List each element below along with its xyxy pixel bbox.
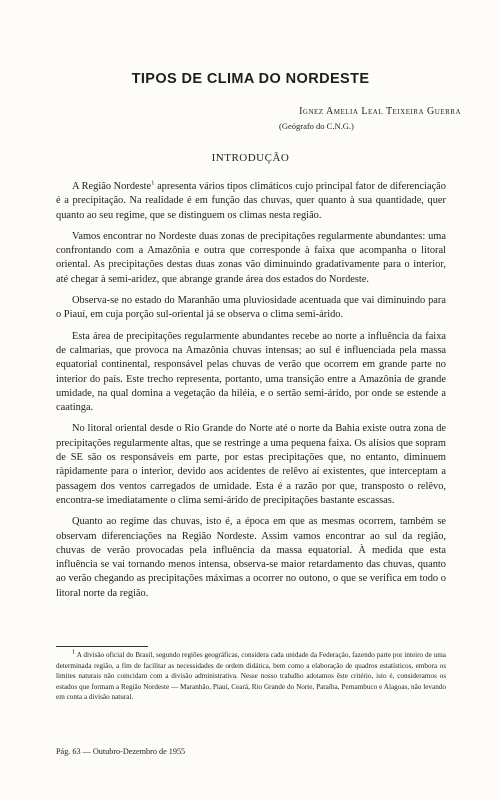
author-name: Ignez Amelia Leal Teixeira Guerra [299, 106, 461, 117]
page-folio: Pág. 63 — Outubro-Dezembro de 1955 [56, 747, 186, 756]
footnote-text: A divisão oficial do Brasil, segundo regiões geográficas, considera cada unidade da Federação, fazendo parte por inteiro de uma determinada região, a fim de facilitar as necessidades de ordem didática, bem como a elaboração de quadros estatísticos, embora os limites naturais não coincidam com a divisão administrativa. Nesse nosso trabalho adotamos êste critério, isto é, consideramos os estados que formam a Região Nordeste — Maranhão, Piauí, Ceará, Rio Grande do Norte, Paraíba, Pernambuco e Alagoas, não levando em conta a divisão natural. [56, 651, 446, 702]
article-body [56, 180, 446, 608]
paragraph-2: Vamos encontrar no Nordeste duas zonas de precipitações regularmente abundantes: uma confrontando com a Amazônia e outra que corresponde à faixa que acompanha o litoral oriental. As precipitações destas duas zonas vão diminuindo gradativamente para o interior, até chegar à semi-aridez, que abrange grande área dos estados do Nordeste. [56, 230, 446, 285]
paragraph-1-rest: apresenta vários tipos climáticos cujo principal fator de diferenciação é a precipitação. Na realidade é em função das chuvas, quer quanto à sua quantidade, quer quanto ao seu regime, que se distinguem os climas nesta região. [56, 181, 446, 221]
paragraph-3: Observa-se no estado do Maranhão uma pluviosidade acentuada que vai diminuindo para o Piauí, em cuja porção sul-oriental já se observa o clima semi-árido. [56, 295, 446, 321]
paragraph-6: Quanto ao regime das chuvas, isto é, a época em que as mesmas ocorrem, também se observam diferenciações na Região Nordeste. Assim vamos encontrar ao sul da região, chuvas de verão provocadas pela influência da massa equatorial. À medida que esta influência se vai tornando menos intensa, observa-se maior retardamento das chuvas, quanto ao verão chegando as precipitações máximas a ocorrer no outono, o que se verifica em todo o litoral norte da região. [56, 516, 446, 599]
section-heading: INTRODUÇÃO [211, 152, 290, 164]
footnote-marker: 1 [72, 648, 76, 656]
paragraph-5: No litoral oriental desde o Rio Grande do Norte até o norte da Bahia existe outra zona de precipitações regularmente altas, que se restringe a uma pequena faixa. Os alísios que sopram de SE são os responsáveis em parte, por estas precipitações que, no entanto, diminuem ràpidamente para o interior, devido aos acidentes de relêvo aí existentes, que interceptam a passagem dos ventos carregados de umidade. Esta é a razão por que, transposto o relêvo, encontra-se imediatamente o clima semi-árido de precipitações bastante escassas. [56, 423, 446, 506]
footnote-reference[interactable]: 1 [151, 179, 155, 187]
article-title: TIPOS DE CLIMA DO NORDESTE [131, 71, 370, 87]
footnote [56, 650, 446, 703]
paragraph-1-lead: A Região Nordeste [72, 181, 152, 192]
paragraph-4: Esta área de precipitações regularmente abundantes recebe ao norte a influência da faixa de calmarias, que provoca na Amazônia chuvas intensas; ao sul é influenciada pela massa equatorial continental, responsável pelas chuvas de verão que ocorrem em grande parte no interior do país. Este trecho representa, portanto, uma transição entre a Amazônia de grande umidade, na qual domina a vegetação da hiléia, e o sertão semi-árido, por onde se estende a caatinga. [56, 330, 446, 414]
paragraph-1 [56, 180, 446, 223]
footnote-divider [56, 646, 148, 647]
author-affiliation: (Geógrafo do C.N.G.) [279, 121, 354, 131]
